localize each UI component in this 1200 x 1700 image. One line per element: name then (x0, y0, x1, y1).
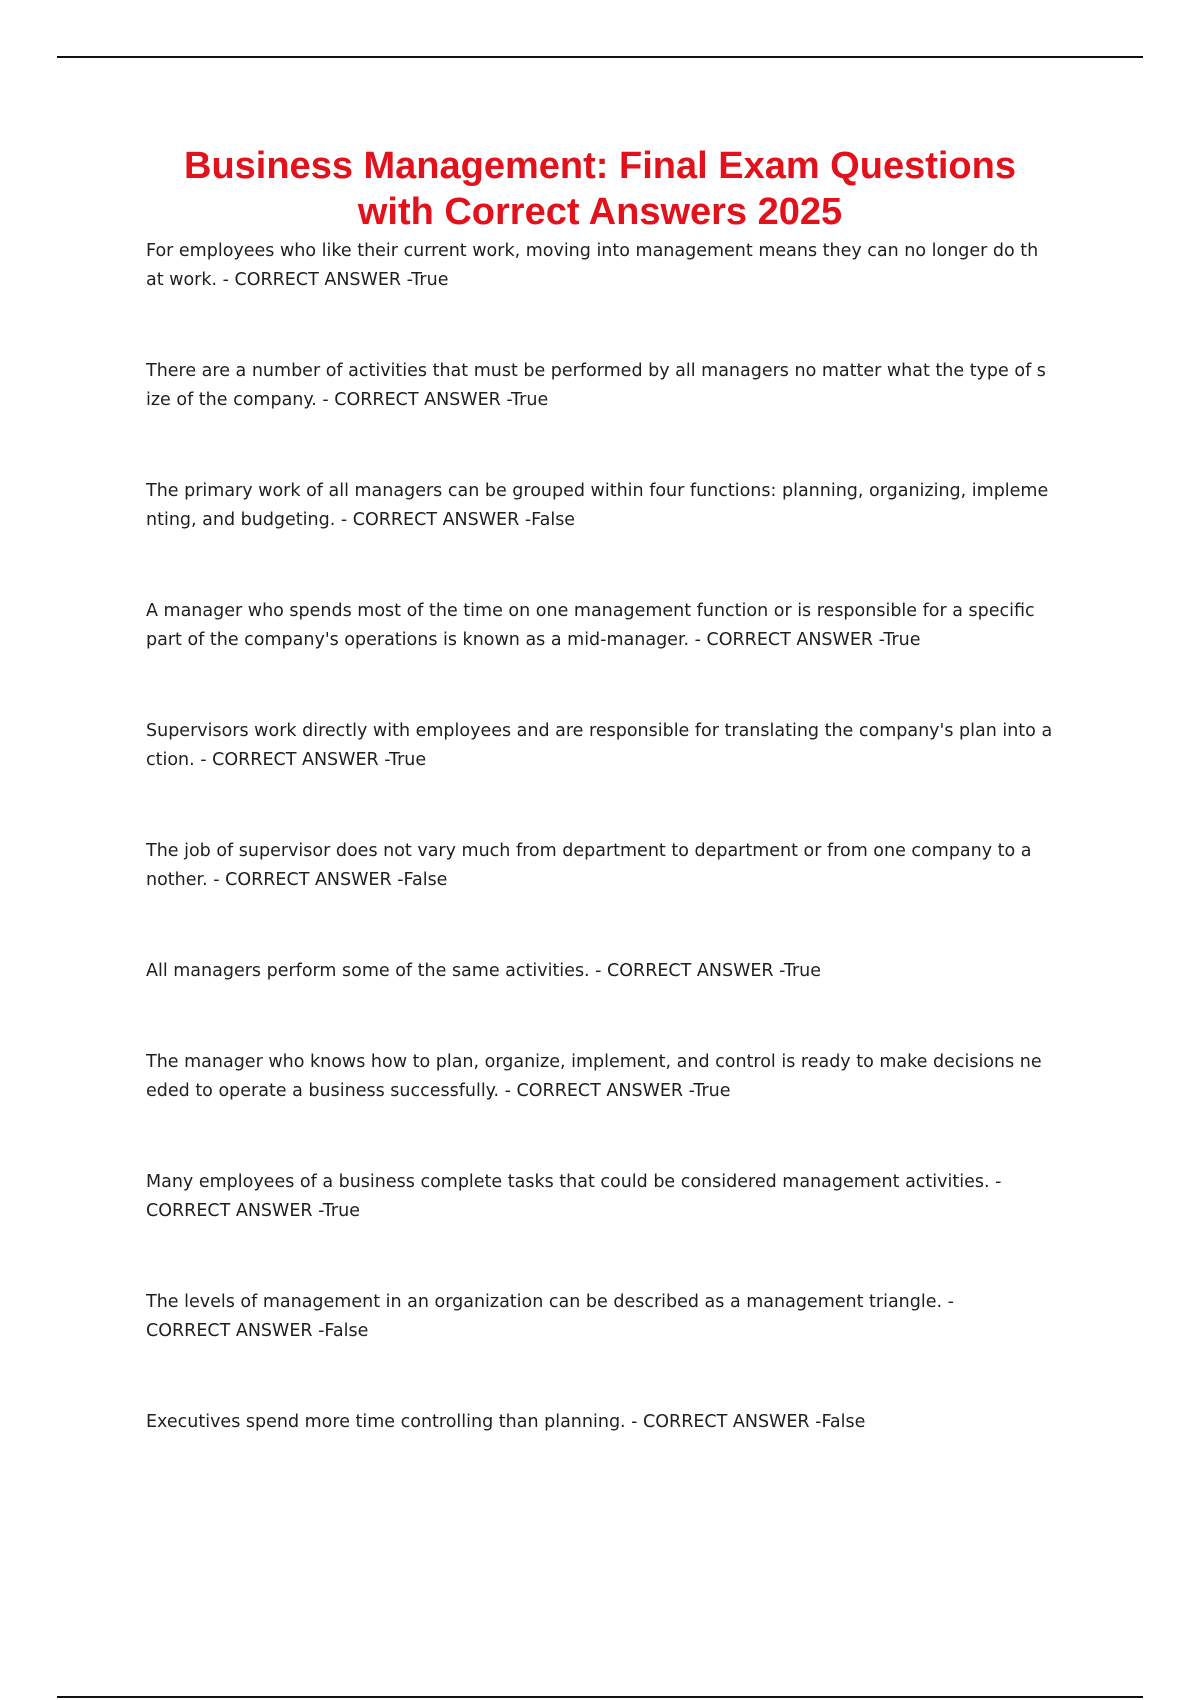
question-text: All managers perform some of the same activities. - CORRECT ANSWER -True (146, 961, 822, 981)
question-answer: nting, and budgeting. - CORRECT ANSWER -False (146, 510, 576, 530)
question-item (146, 717, 1086, 775)
question-text: Supervisors work directly with employees and are responsible for translating the company's plan into a (146, 721, 1053, 741)
question-item (146, 1408, 1086, 1437)
question-answer: CORRECT ANSWER -False (146, 1321, 369, 1341)
question-answer: ction. - CORRECT ANSWER -True (146, 750, 427, 770)
question-answer: CORRECT ANSWER -True (146, 1201, 360, 1221)
title-line-1: Business Management: Final Exam Questions (184, 145, 1016, 187)
question-text: A manager who spends most of the time on one management function or is responsible for a specific (146, 601, 1035, 621)
question-item (146, 957, 1086, 986)
document-title (100, 143, 1100, 235)
question-text: Many employees of a business complete tasks that could be considered management activities. - (146, 1172, 1002, 1192)
question-item (146, 1288, 1086, 1346)
question-answer: ize of the company. - CORRECT ANSWER -True (146, 390, 549, 410)
question-answer: at work. - CORRECT ANSWER -True (146, 270, 449, 290)
bottom-rule (57, 1696, 1143, 1698)
question-item (146, 237, 1086, 295)
question-text: Executives spend more time controlling than planning. - CORRECT ANSWER -False (146, 1412, 866, 1432)
question-text: The primary work of all managers can be grouped within four functions: planning, organizing, impleme (146, 481, 1049, 501)
question-text: The job of supervisor does not vary much from department to department or from one company to a (146, 841, 1032, 861)
question-answer: nother. - CORRECT ANSWER -False (146, 870, 448, 890)
question-text: The levels of management in an organization can be described as a management triangle. - (146, 1292, 954, 1312)
title-line-2: with Correct Answers 2025 (357, 191, 843, 233)
question-item (146, 1168, 1086, 1226)
top-rule (57, 56, 1143, 58)
question-text: The manager who knows how to plan, organize, implement, and control is ready to make decisions ne (146, 1052, 1042, 1072)
question-item (146, 837, 1086, 895)
question-text: For employees who like their current work, moving into management means they can no longer do th (146, 241, 1039, 261)
question-list (146, 237, 1086, 1499)
question-answer: part of the company's operations is known as a mid-manager. - CORRECT ANSWER -True (146, 630, 921, 650)
question-item (146, 1048, 1086, 1106)
question-item (146, 477, 1086, 535)
question-answer: eded to operate a business successfully. - CORRECT ANSWER -True (146, 1081, 731, 1101)
question-item (146, 597, 1086, 655)
question-text: There are a number of activities that must be performed by all managers no matter what the type of s (146, 361, 1046, 381)
question-item (146, 357, 1086, 415)
